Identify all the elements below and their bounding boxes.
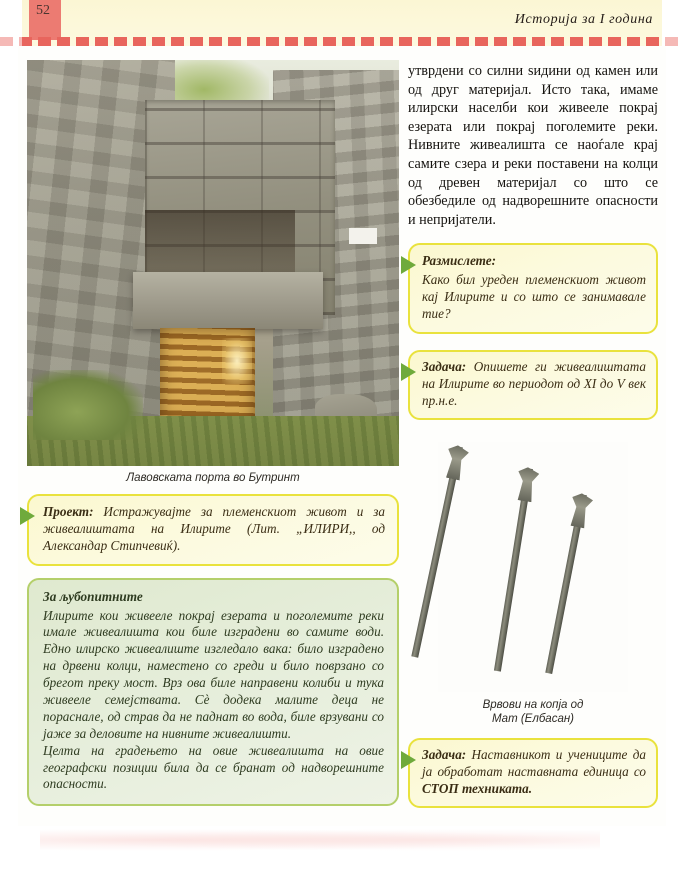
photo-placard [349,228,377,244]
task-callout-box-2 [408,738,658,808]
project-callout-box [27,494,399,566]
green-triangle-arrow-icon [401,751,416,769]
left-column [27,60,399,806]
page-number-block [29,0,61,40]
project-callout-lead: Проект: [43,504,94,519]
photo-doorway-light [222,338,252,384]
photo-shadow-band [145,210,295,272]
spearhead-2-blade [514,465,540,502]
curious-callout-text [43,589,384,794]
header-rule-fade-left [0,37,22,46]
green-triangle-arrow-icon [20,507,35,525]
task-callout-1-lead: Задача: [422,358,467,374]
photo-bush [33,370,143,440]
spearhead-3-blade [567,491,594,528]
spearhead-1-blade [442,443,470,481]
lion-gate-photo [27,60,399,466]
spearheads-caption [438,698,628,727]
curious-callout-paragraph-1: Илирите кои живееле покрај езерата и поголемите реки имале живеалишта кои биле изградени во самите води. Едно илирско живеалиште изгледало вака: било изградено на дрвени колци, наместено со греди и било поврзано со брегот преку мост. Врз ова биле направени колиби и тука живееле семејствата. Сè додека малите деца не пораснале, од страв да не паднат во вода, биле врзувани со јаже за деловите на нивните живеалишти. [43,607,384,741]
spearheads-caption-line-1: Врвови на копја од [482,698,584,711]
spearheads-caption-line-2: Мат (Елбасан) [491,712,575,725]
green-triangle-arrow-icon [401,363,416,381]
think-callout-lead: Размислете: [422,253,496,269]
task-callout-2-emphasis: СТОП [422,781,459,797]
project-callout-body: Истражувајте за племенскиот живот и за живеалиштата на Илирите (Лит. „ИЛИРИ,, од Александар Стипчевиќ). [43,504,385,553]
task-callout-1-body: Опишете ги живеалиштата на Илирите во периодот од XI до V век пр.н.е. [422,358,646,408]
curious-callout-box [27,578,399,807]
curious-callout-paragraph-2: Целта на градењето на овие живеалишта на овие географски позиции била да се бранат од надворешните опасности. [43,742,384,792]
task-callout-1-text [422,359,646,410]
task-callout-2-lead: Задача: [422,747,467,763]
main-body-text: утврдени со силни ѕидини од камен или од друг материјал. Исто така, имаме илирски населби кои живееле покрај езерата или покрај поголемите реки. Нивните живеалишта се наоѓале крај самите сзера и реки поставени на колци од древен материјал со што се обезбедиле од надворешните опасности и непријатели. [408,63,658,228]
green-triangle-arrow-icon [401,256,416,274]
task-callout-2-body-before: Наставникот и учениците да ја обработат наставната единица со [422,747,646,780]
spearheads-photo [438,442,628,692]
task-callout-2-text [422,747,646,798]
page-number: 52 [36,3,50,18]
think-callout-box [408,243,658,334]
think-callout-text [422,253,646,323]
curious-callout-heading: За љубопитните [43,588,143,604]
header-rule-fade-right [665,37,679,46]
photo-lintel-block [133,272,323,329]
book-title: Историја за I година [514,12,653,27]
header-decorative-rule [0,37,679,46]
right-column [408,62,658,808]
scan-bleed-smudge [40,829,600,851]
think-callout-body: Како бил уреден племенскиот живот кај Илирите и со што се занимавале тие? [422,272,646,322]
task-callout-2-body-after: техниката. [458,781,533,797]
lion-gate-caption: Лавовската порта во Бутринт [126,472,300,484]
project-callout-text [43,504,385,555]
task-callout-box-1 [408,350,658,420]
